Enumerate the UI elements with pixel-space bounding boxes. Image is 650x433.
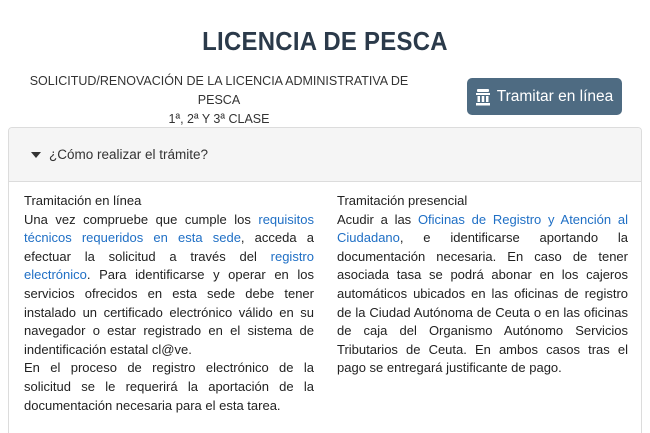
online-column bbox=[24, 192, 314, 415]
accordion-toggle-label: ¿Cómo realizar el trámite? bbox=[49, 147, 209, 162]
online-heading: Tramitación en línea bbox=[24, 193, 142, 208]
presencial-column bbox=[337, 192, 628, 378]
tramitar-en-linea-button[interactable] bbox=[467, 78, 622, 115]
subtitle-line-1: SOLICITUD/RENOVACIÓN DE LA LICENCIA ADMINISTRATIVA DE PESCA bbox=[29, 74, 409, 107]
subtitle-line-2: 1ª, 2ª Y 3ª CLASE bbox=[168, 112, 270, 126]
oficinas-registro-link[interactable]: Oficinas de Registro y Atención al Ciudadano bbox=[337, 211, 628, 246]
online-text-1: Una vez compruebe que cumple los bbox=[24, 211, 259, 227]
online-paragraph bbox=[24, 211, 314, 360]
tramitar-en-linea-label: Tramitar en línea bbox=[496, 87, 614, 105]
building-icon bbox=[476, 88, 490, 106]
caret-down-icon bbox=[31, 152, 41, 158]
page-subtitle bbox=[10, 72, 428, 129]
online-text-3: . Para identificarse y operar en los servicios ofrecidos en esta sede debe tener instalado un certificado electrónico válido en su navegador o estar registrado en el sistema de indentificación estatal cl@ve. bbox=[24, 267, 314, 357]
accordion-toggle[interactable] bbox=[9, 128, 641, 182]
presencial-text-2: , e identificarse aportando la documentación necesaria. En caso de tener asociada tasa se podrá abonar en los cajeros automáticos ubicados en las oficinas de registro de la Ciudad Autónoma de Ceuta o en las oficinas de caja del Organismo Autónomo Servicios Tributarios de Ceuta. En ambos casos tras el pago se entregará justificante de pago. bbox=[337, 230, 628, 376]
registro-electronico-link[interactable]: registro electrónico bbox=[24, 248, 314, 283]
online-text-2: , acceda a efectuar la solicitud a través del bbox=[24, 230, 314, 264]
presencial-text-1: Acudir a las bbox=[337, 211, 418, 227]
page-title: LICENCIA DE PESCA bbox=[202, 26, 448, 56]
requisitos-tecnicos-link[interactable]: requisitos técnicos requeridos en esta sede bbox=[24, 211, 314, 246]
online-paragraph-2: En el proceso de registro electrónico de la solicitud se le requerirá la aportación de la documentación necesaria para el esta tarea. bbox=[24, 360, 314, 413]
presencial-heading: Tramitación presencial bbox=[337, 193, 468, 208]
presencial-paragraph bbox=[337, 211, 628, 378]
tramite-accordion bbox=[8, 127, 642, 433]
